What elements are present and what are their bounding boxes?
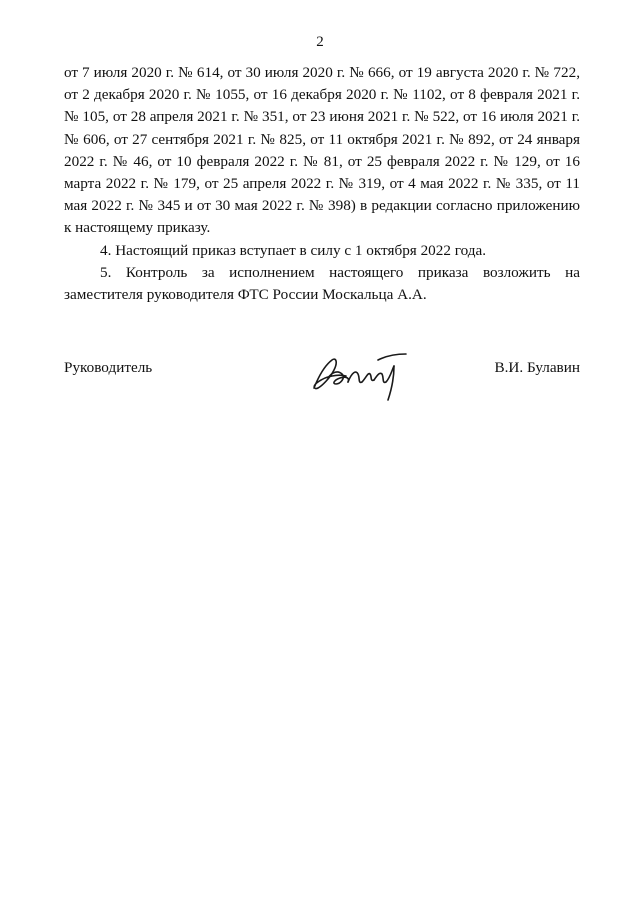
- paragraph-continuation: от 7 июля 2020 г. № 614, от 30 июля 2020 г. № 666, от 19 августа 2020 г. № 722, от 2 декабря 2020 г. № 1055, от 16 декабря 2020 г. № 1102, от 8 февраля 2021 г. № 105, от 28 апреля 2021 г. № 351, от 23 июня 2021 г. № 522, от 16 июля 2021 г. № 606, от 27 сентября 2021 г. № 825, от 11 октября 2021 г. № 892, от 24 января 2022 г. № 46, от 10 февраля 2022 г. № 81, от 25 февраля 2022 г. № 129, от 16 марта 2022 г. № 179, от 25 апреля 2022 г. № 319, от 4 мая 2022 г. № 335, от 11 мая 2022 г. № 345 и от 30 мая 2022 г. № 398) в редакции согласно приложению к настоящему приказу.: [64, 64, 580, 237]
- paragraph-item-5: 5. Контроль за исполнением настоящего приказа возложить на заместителя руководителя ФТС России Москальца А.А.: [64, 263, 580, 304]
- document-body: [64, 62, 580, 306]
- page-number: 2: [316, 34, 324, 50]
- paragraph-item-4: 4. Настоящий приказ вступает в силу с 1 октября 2022 года.: [100, 241, 487, 259]
- signature-block: [64, 350, 580, 410]
- handwritten-signature: [308, 348, 418, 404]
- signer-name: В.И. Булавин: [494, 359, 580, 376]
- signer-title: Руководитель: [64, 359, 153, 376]
